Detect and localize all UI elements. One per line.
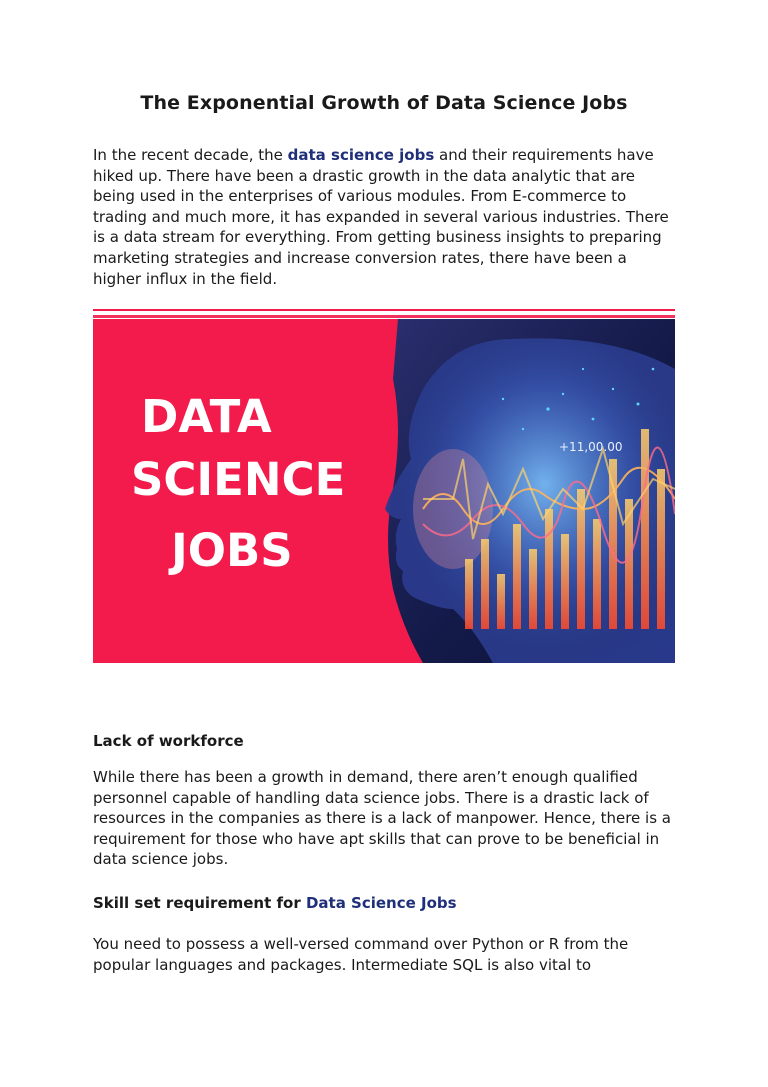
banner-ticker-text: +11,00.00 xyxy=(559,440,623,454)
banner-word-science: SCIENCE xyxy=(131,453,346,506)
banner-word-data: DATA xyxy=(141,390,272,443)
data-science-jobs-banner xyxy=(93,309,675,663)
intro-text-start: In the recent decade, the xyxy=(93,146,288,164)
banner-top-line-2 xyxy=(93,315,675,318)
banner-top-line xyxy=(93,309,675,311)
intro-text-end: and their requirements have hiked up. There have been a drastic growth in the data analytic that are being used in the enterprises of various modules. From E-commerce to trading and much more, it has expanded in several various industries. There is a data stream for everything. From getting business insights to preparing marketing strategies and increase conversion rates, there have been a higher influx in the field. xyxy=(93,146,669,288)
section-heading-skill-set xyxy=(93,893,457,913)
intro-paragraph xyxy=(93,145,678,289)
skill-set-paragraph: You need to possess a well-versed command over Python or R from the popular languages and packages. Intermediate SQL is also vital to xyxy=(93,935,629,974)
page-title: The Exponential Growth of Data Science Jobs xyxy=(140,92,628,114)
data-science-jobs-heading-link[interactable]: Data Science Jobs xyxy=(305,894,457,912)
lack-of-workforce-paragraph: While there has been a growth in demand, there aren’t enough qualified personnel capable of handling data science jobs. There is a drastic lack of resources in the companies as there is a lack of manpower. Hence, there is a requirement for those who have apt skills that can prove to be beneficial in data science jobs. xyxy=(93,768,671,869)
data-science-jobs-link[interactable]: data science jobs xyxy=(287,146,435,164)
section-heading-lack-of-workforce: Lack of workforce xyxy=(93,732,244,750)
banner-word-jobs: JOBS xyxy=(171,524,293,577)
skill-heading-text: Skill set requirement for xyxy=(93,894,306,912)
